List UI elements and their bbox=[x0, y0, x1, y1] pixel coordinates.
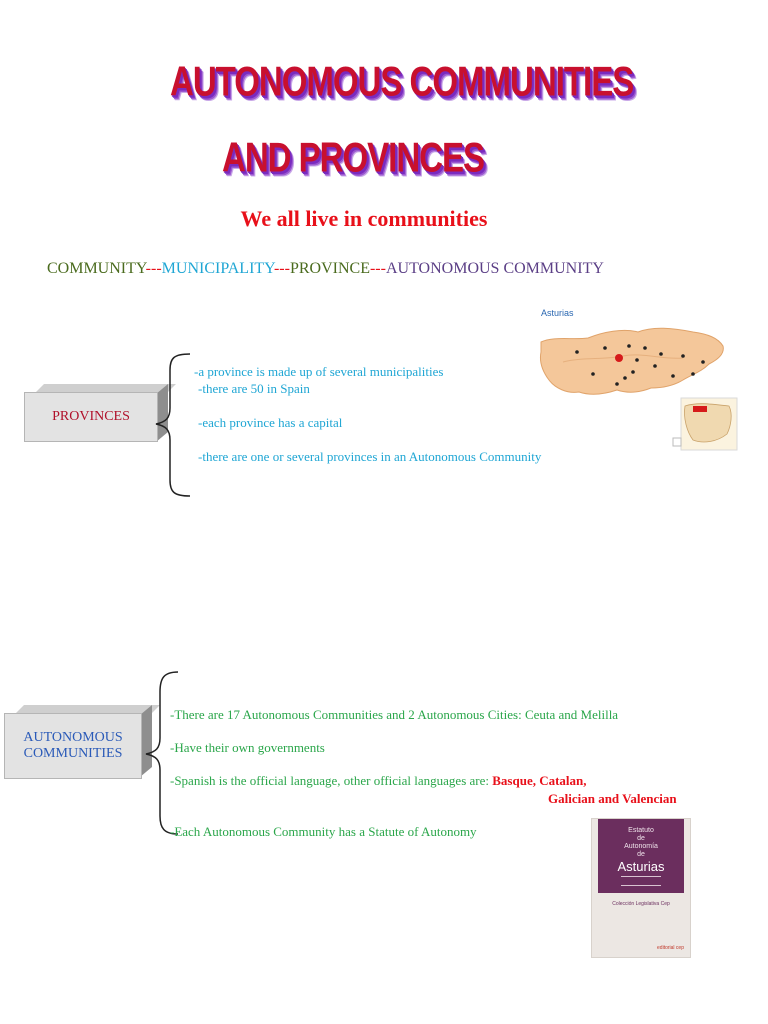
provinces-bullet: -there are one or several provinces in an Autonomous Community bbox=[198, 449, 542, 464]
subtitle: We all live in communities bbox=[240, 206, 488, 231]
statute-book-image bbox=[591, 818, 691, 958]
title-line-2: AND PROVINCES bbox=[222, 134, 485, 181]
provinces-bullet: -each province has a capital bbox=[198, 415, 343, 430]
map-illustration bbox=[533, 302, 741, 454]
book-title: Asturias bbox=[617, 859, 665, 874]
chain-separator: --- bbox=[273, 260, 290, 277]
communities-bullet-languages bbox=[170, 773, 587, 789]
chain-municipality: MUNICIPALITY bbox=[161, 260, 274, 277]
title-line-1: AUTONOMOUS COMMUNITIES bbox=[170, 58, 634, 105]
provinces-bullet: -a province is made up of several municipalities bbox=[194, 364, 444, 379]
languages-list-1: Basque, Catalan, bbox=[492, 773, 587, 788]
communities-bullet: -Each Autonomous Community has a Statute of Autonomy bbox=[170, 824, 477, 839]
chain-province: PROVINCE bbox=[289, 260, 370, 277]
provinces-brace bbox=[152, 350, 192, 500]
hierarchy-chain bbox=[47, 260, 604, 278]
book-cover-band bbox=[598, 819, 684, 893]
book-line-4: de bbox=[637, 851, 645, 858]
communities-bullet: -There are 17 Autonomous Communities and 2 Autonomous Cities: Ceuta and Melilla bbox=[170, 707, 619, 722]
provinces-label: PROVINCES bbox=[24, 392, 158, 442]
asturias-map bbox=[533, 302, 741, 454]
provinces-bullet: -there are 50 in Spain bbox=[198, 381, 310, 396]
communities-label-line-2: COMMUNITIES bbox=[23, 746, 123, 761]
book-line-3: Autonomía bbox=[624, 843, 658, 850]
chain-autonomous-community: AUTONOMOUS COMMUNITY bbox=[385, 260, 604, 277]
chain-separator: --- bbox=[145, 260, 162, 277]
languages-list-2: Galician and Valencian bbox=[548, 791, 677, 806]
map-region-label: Asturias bbox=[541, 308, 574, 318]
book-emblem bbox=[621, 876, 661, 886]
chain-separator: --- bbox=[369, 260, 386, 277]
book-line-1: Estatuto bbox=[628, 827, 654, 834]
communities-bullet: -Have their own governments bbox=[170, 740, 325, 755]
book-publisher: editorial cep bbox=[657, 945, 684, 951]
book-collection: Colección Legislativa Cep bbox=[612, 901, 670, 907]
communities-label-line-1: AUTONOMOUS bbox=[23, 730, 123, 745]
book-line-2: de bbox=[637, 835, 645, 842]
languages-prefix: -Spanish is the official language, other official languages are: bbox=[170, 773, 493, 788]
chain-community: COMMUNITY bbox=[47, 260, 146, 277]
